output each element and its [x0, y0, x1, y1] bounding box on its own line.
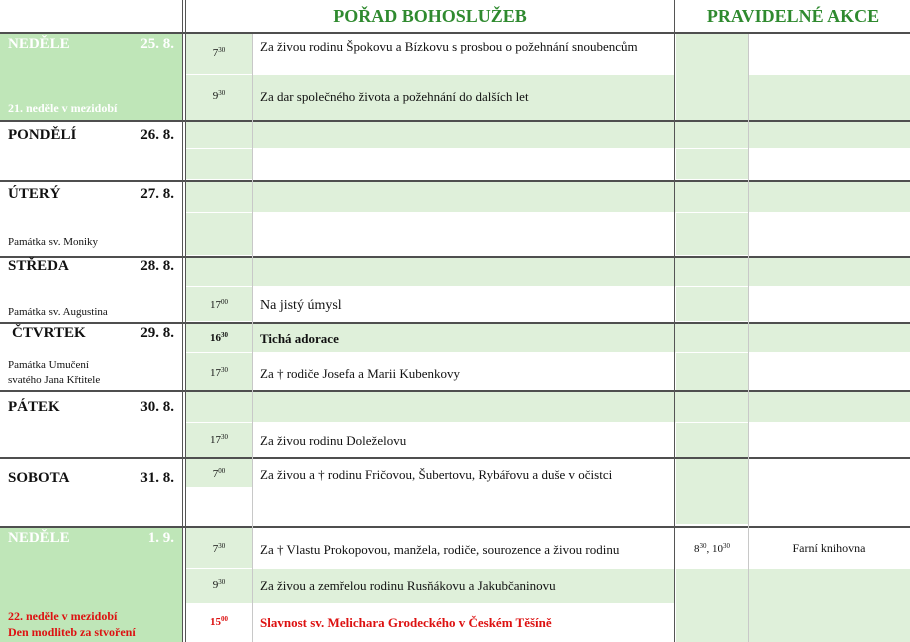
mass-time: $15^{00}$: [210, 615, 228, 628]
day-date: 27. 8.: [140, 186, 174, 202]
day-name: PONDĚLÍ: [8, 127, 77, 143]
mass-intention: Za živou rodinu Doleželovu: [260, 433, 407, 448]
day-date: 30. 8.: [140, 399, 174, 415]
liturgical-note: Památka Umučení: [8, 359, 89, 371]
day-name: ÚTERÝ: [8, 186, 61, 202]
liturgical-note: 22. neděle v mezidobí: [8, 609, 118, 623]
mass-intention: Za živou rodinu Špokovu a Bízkovu s prosbou o požehnání snoubencům: [260, 39, 638, 54]
event-time: $8^{30}$, $10^{30}$: [694, 542, 730, 555]
mass-time: $9^{30}$: [212, 89, 226, 102]
mass-intention: Slavnost sv. Melichara Grodeckého v Českém Těšíně: [260, 615, 552, 630]
liturgical-note: 21. neděle v mezidobí: [8, 101, 118, 115]
day-date: 29. 8.: [140, 325, 174, 341]
liturgical-note: Památka sv. Augustina: [8, 306, 108, 318]
day-name: ČTVRTEK: [12, 325, 86, 341]
mass-intention: Za živou a zemřelou rodinu Rusňákovu a Jakubčaninovu: [260, 578, 556, 593]
divider: [0, 457, 910, 459]
day-name: PÁTEK: [8, 399, 60, 415]
day-date: 28. 8.: [140, 258, 174, 274]
day-date: 31. 8.: [140, 470, 174, 486]
schedule-heading: POŘAD BOHOSLUŽEB: [333, 6, 527, 26]
day-name: NEDĚLE: [8, 530, 70, 546]
events-heading: PRAVIDELNÉ AKCE: [706, 6, 880, 26]
day-name: STŘEDA: [8, 258, 69, 274]
mass-intention: Tichá adorace: [260, 331, 339, 346]
divider: [252, 34, 253, 642]
divider: [0, 256, 910, 258]
liturgical-note: svatého Jana Křtitele: [8, 374, 101, 386]
divider: [0, 526, 910, 528]
day-date: 26. 8.: [140, 127, 174, 143]
mass-intention: Za dar společného života a požehnání do dalších let: [260, 89, 529, 104]
liturgical-note: Den modliteb za stvoření: [8, 625, 136, 639]
day-name: NEDĚLE: [8, 36, 70, 52]
day-name: SOBOTA: [8, 470, 70, 486]
mass-time: $17^{30}$: [210, 366, 228, 379]
mass-time: $9^{30}$: [212, 578, 226, 591]
mass-time: $7^{00}$: [212, 467, 226, 480]
mass-intention: Za † Vlastu Prokopovou, manžela, rodiče, sourozence a živou rodinu: [260, 542, 620, 557]
day-date: 25. 8.: [140, 36, 174, 52]
mass-time: $17^{30}$: [210, 433, 228, 446]
liturgical-note: Památka sv. Moniky: [8, 236, 99, 248]
mass-time: $7^{30}$: [212, 46, 226, 59]
event-name: Farní knihovna: [792, 541, 866, 555]
mass-time: $17^{00}$: [210, 298, 228, 311]
day-date: 1. 9.: [147, 530, 174, 546]
divider: [0, 390, 910, 392]
mass-intention: Za živou a † rodinu Fričovou, Šubertovu, Rybářovu a duše v očistci: [260, 467, 613, 482]
mass-time: $7^{30}$: [212, 542, 226, 555]
divider: [0, 180, 910, 182]
mass-time: $16^{30}$: [210, 331, 228, 344]
divider: [182, 0, 183, 642]
divider: [0, 322, 910, 324]
divider: [0, 120, 910, 122]
mass-intention: Za † rodiče Josefa a Marii Kubenkovy: [260, 366, 460, 381]
mass-intention: Na jistý úmysl: [260, 298, 342, 313]
divider: [0, 32, 910, 34]
divider: [674, 0, 675, 642]
